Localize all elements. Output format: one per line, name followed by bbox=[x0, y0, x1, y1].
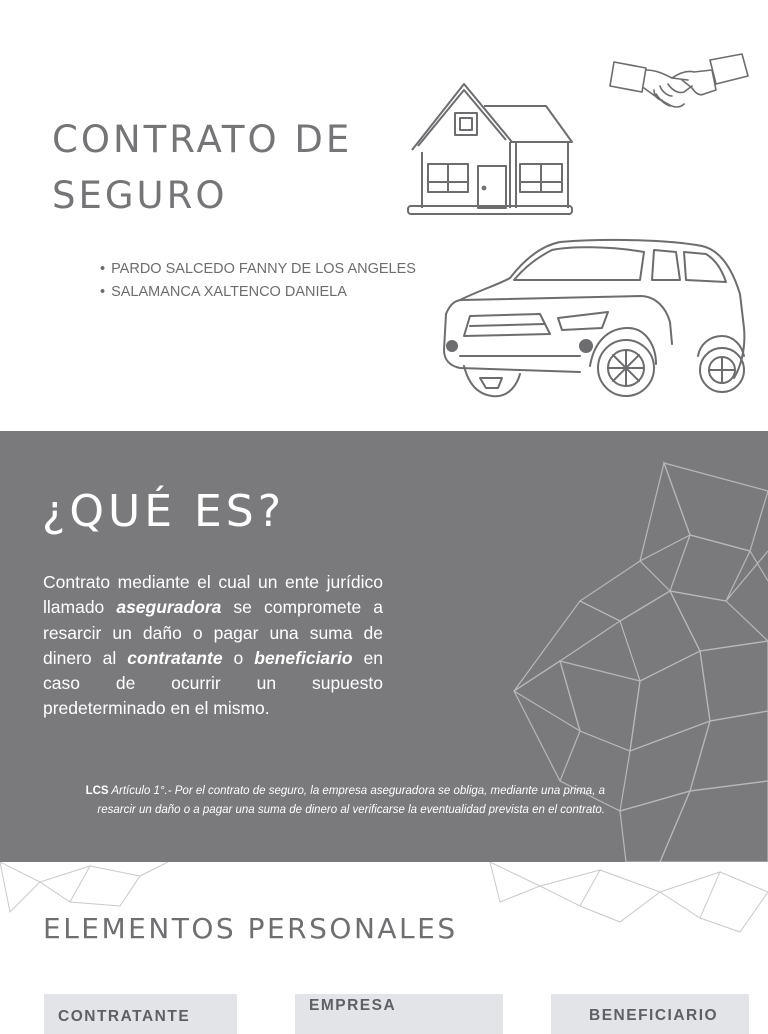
term-contratante: contratante bbox=[127, 647, 223, 668]
handshake-icon bbox=[608, 50, 750, 114]
law-tag: LCS bbox=[85, 785, 109, 797]
definition-text-part: en caso de ocurrir un supuesto predeterminado en el mismo. bbox=[43, 647, 383, 719]
definition-text-part: o bbox=[222, 647, 255, 668]
author-item: • PARDO SALCEDO FANNY DE LOS ANGELES bbox=[100, 258, 416, 281]
car-icon bbox=[440, 238, 750, 406]
house-icon bbox=[404, 80, 576, 218]
term-beneficiario: beneficiario bbox=[254, 647, 353, 668]
author-item: • SALAMANCA XALTENCO DANIELA bbox=[100, 281, 416, 304]
definition-text-part: Contrato mediante el cual un ente jurídico llamado bbox=[43, 572, 383, 618]
card-empresa: EMPRESA bbox=[295, 994, 503, 1034]
definition-text bbox=[43, 570, 383, 722]
law-article-text: Artículo 1°.- Por el contrato de seguro, la empresa aseguradora se obliga, mediante una prima, a resarcir un daño o a pagar una suma de dinero al verificarse la eventualidad prevista en el contrato. bbox=[97, 785, 605, 816]
card-beneficiario: BENEFICIARIO bbox=[551, 994, 749, 1034]
elements-heading: ELEMENTOS PERSONALES bbox=[43, 912, 458, 945]
title-line-2: SEGURO bbox=[52, 174, 228, 217]
section-heading: ¿QUÉ ES? bbox=[42, 486, 286, 537]
page-title bbox=[52, 112, 392, 224]
title-line-1: CONTRATO DE bbox=[52, 118, 353, 161]
card-contratante: CONTRATANTE bbox=[44, 994, 237, 1034]
law-citation bbox=[80, 782, 605, 819]
definition-text-part: se compromete a resarcir un daño o pagar una suma de dinero al bbox=[43, 597, 384, 668]
authors-list bbox=[100, 258, 416, 304]
term-aseguradora: aseguradora bbox=[116, 597, 222, 618]
